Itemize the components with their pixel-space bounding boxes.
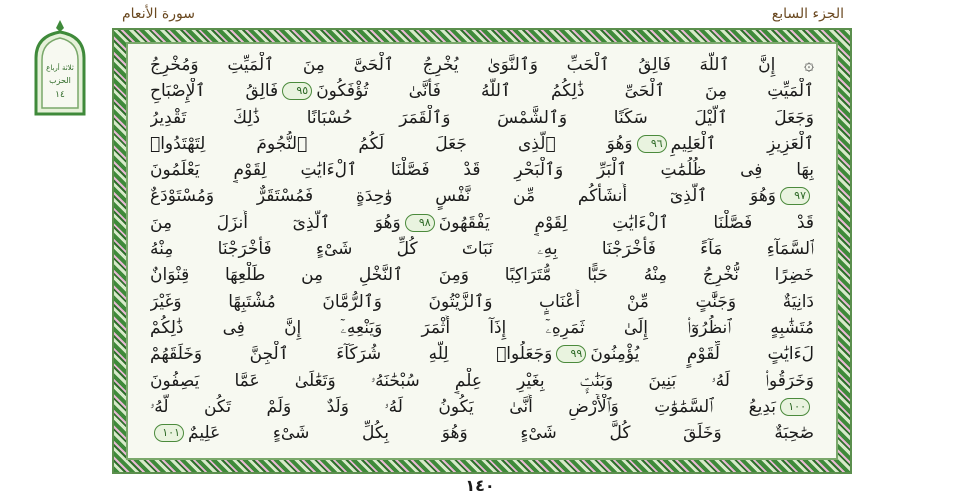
- verse-line-text: ۞ إِنَّ ٱللَّهَ فَالِقُ ٱلْحَبِّ وَٱلنَّوَىٰ يُخْرِجُ ٱلْحَىَّ مِنَ ٱلْمَيِّتِ وَمُخْرِجُ: [150, 55, 814, 75]
- verse-line: [150, 236, 814, 262]
- hizb-marker-line1: ثلاثة أرباع: [46, 64, 74, 72]
- ayah-number-marker: ٩٩: [556, 345, 586, 363]
- verse-line: [150, 368, 814, 394]
- verse-line-text: لَءَايَٰتٍ لِّقَوْمٍ يُؤْمِنُونَ: [590, 344, 814, 365]
- verse-line-text: ٱلسَّمَآءِ مَآءً فَأَخْرَجْنَا بِهِۦ نَبَاتَ كُلِّ شَىْءٍ فَأَخْرَجْنَا مِنْهُ: [150, 239, 814, 260]
- verse-line: [150, 210, 814, 236]
- text-panel: [126, 42, 838, 460]
- verse-line: [150, 157, 814, 183]
- verse-line: [150, 420, 814, 446]
- verse-line: [150, 394, 814, 420]
- ayah-number-marker: ٩٨: [405, 214, 435, 232]
- verse-line: [150, 262, 814, 288]
- verse-line: [150, 52, 814, 78]
- verse-line: [150, 105, 814, 131]
- verse-line-text: صَٰحِبَةٌ وَخَلَقَ كُلَّ شَىْءٍ وَهُوَ بِكُلِّ شَىْءٍ عَلِيمٌ: [188, 423, 814, 444]
- verse-line: [150, 341, 814, 367]
- verse-line-text: وَهُوَ ٱلَّذِىٓ أَنزَلَ مِنَ: [150, 212, 401, 233]
- verse-line-text: مُتَشَٰبِهٍ ٱنظُرُوٓا۟ إِلَىٰ ثَمَرِهِۦٓ إِذَآ أَثْمَرَ وَيَنْعِهِۦٓ إِنَّ فِى ذَٰلِكُمْ: [150, 317, 814, 338]
- verse-line: [150, 183, 814, 209]
- verse-line-text: بِهَا فِى ظُلُمَٰتِ ٱلْبَرِّ وَٱلْبَحْرِ قَدْ فَصَّلْنَا ٱلْءَايَٰتِ لِقَوْمٍ يَعْلَمُونَ: [150, 160, 814, 181]
- verse-line-text: ٱلْعَزِيزِ ٱلْعَلِيمِ: [670, 133, 814, 154]
- verse-line-text: ٱلْمَيِّتِ مِنَ ٱلْحَىِّ ذَٰلِكُمُ ٱللَّهُ فَأَنَّىٰ تُؤْفَكُونَ: [316, 81, 814, 102]
- page-number: ١٤٠: [465, 476, 495, 495]
- verse-text: [150, 52, 814, 450]
- juz-name: الجزء السابع: [771, 6, 844, 22]
- verse-line: [150, 78, 814, 104]
- verse-line-text: خَضِرًا نُّخْرِجُ مِنْهُ حَبًّا مُّتَرَاكِبًا وَمِنَ ٱلنَّخْلِ مِن طَلْعِهَا قِنْوَانٌ: [150, 265, 814, 286]
- ayah-number-marker: ٩٦: [637, 135, 667, 153]
- verse-line-text: وَهُوَ ٱلَّذِىٓ أَنشَأَكُم مِّن نَّفْسٍ وَٰحِدَةٍ فَمُسْتَقَرٌّ وَمُسْتَوْدَعٌ: [150, 186, 776, 207]
- ayah-number-marker: ٩٧: [780, 187, 810, 205]
- hizb-marker-line2: الحزب: [49, 76, 71, 85]
- verse-line-text: وَجَعَلَ ٱلَّيْلَ سَكَنًا وَٱلشَّمْسَ وَٱلْقَمَرَ حُسْبَانًا ذَٰلِكَ تَقْدِيرُ: [150, 107, 814, 128]
- verse-line-text: وَجَعَلُوا۟ لِلَّهِ شُرَكَآءَ ٱلْجِنَّ وَخَلَقَهُمْ: [150, 344, 553, 365]
- page-header: [118, 6, 848, 28]
- ayah-number-marker: ١٠٠: [780, 398, 810, 416]
- verse-line: [150, 131, 814, 157]
- ayah-number-marker: ٩٥: [282, 82, 312, 100]
- verse-line-text: وَهُوَ ٱلَّذِى جَعَلَ لَكُمُ ٱلنُّجُومَ لِتَهْتَدُوا۟: [150, 133, 633, 154]
- verse-line-text: بَدِيعُ ٱلسَّمَٰوَٰتِ وَٱلْأَرْضِ أَنَّىٰ يَكُونُ لَهُۥ وَلَدٌ وَلَمْ تَكُن لَّهُۥ: [150, 396, 776, 417]
- ayah-number-marker: ١٠١: [154, 424, 184, 442]
- hizb-marker-line3: ١٤: [55, 90, 65, 100]
- surah-name: سورة الأنعام: [122, 6, 195, 22]
- verse-line-text: دَانِيَةٌ وَجَنَّٰتٍ مِّنْ أَعْنَابٍ وَٱلزَّيْتُونَ وَٱلرُّمَّانَ مُشْتَبِهًا وَغَيْرَ: [150, 291, 814, 312]
- verse-line-text: قَدْ فَصَّلْنَا ٱلْءَايَٰتِ لِقَوْمٍ يَفْقَهُونَ: [438, 212, 814, 233]
- verse-line: [150, 315, 814, 341]
- hizb-marker-icon: [28, 18, 92, 118]
- page-frame: [114, 30, 850, 472]
- verse-line-text: وَخَرَقُوا۟ لَهُۥ بَنِينَ وَبَنَٰتٍۭ بِغَيْرِ عِلْمٍ سُبْحَٰنَهُۥ وَتَعَٰلَىٰ عَمَّا يَصِفُونَ: [150, 370, 814, 391]
- verse-line-text: فَالِقُ ٱلْإِصْبَاحِ: [150, 81, 279, 102]
- verse-line: [150, 289, 814, 315]
